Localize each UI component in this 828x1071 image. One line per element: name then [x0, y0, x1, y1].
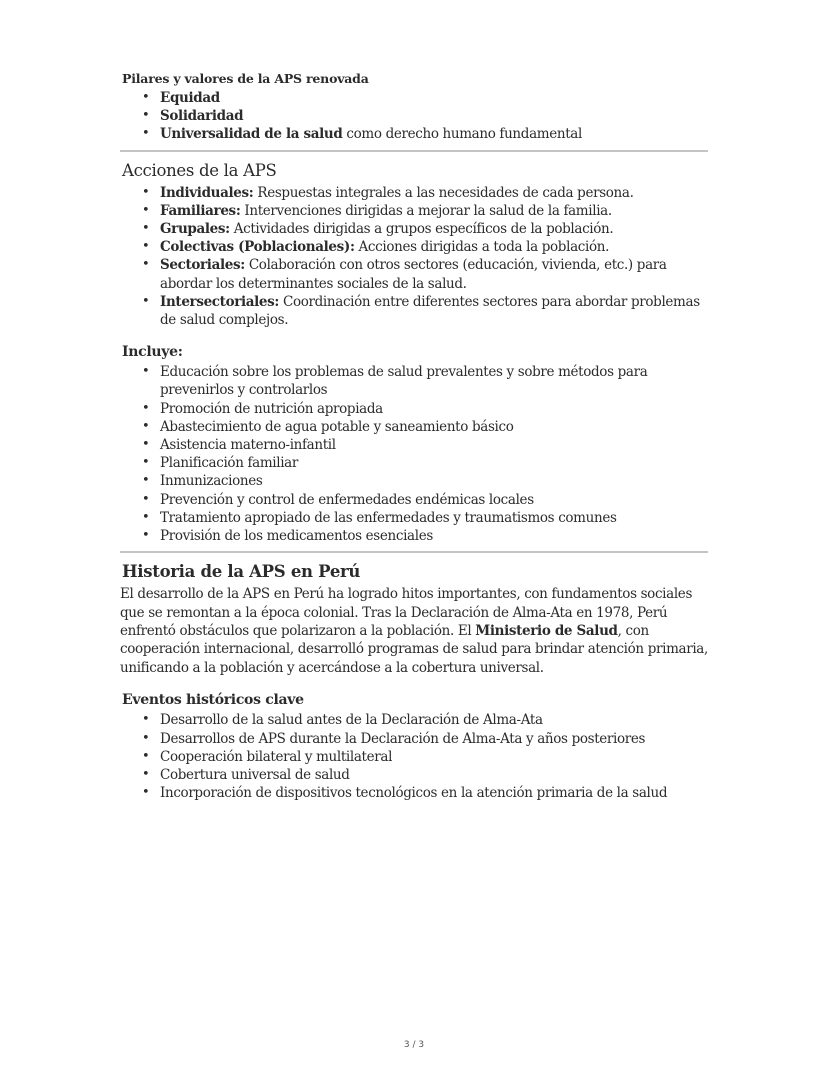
list-item: • Abastecimiento de agua potable y saneamiento básico — [142, 418, 514, 435]
bullet-icon: • — [142, 473, 150, 489]
list-item: • Intersectoriales: Coordinación entre diferentes sectores para abordar problemas de salud complejos. — [142, 293, 700, 329]
bullet-icon: • — [142, 184, 150, 200]
list-item: • Provisión de los medicamentos esenciales — [142, 528, 433, 545]
bullet-icon: • — [142, 785, 150, 801]
bullet-icon: • — [142, 364, 150, 380]
historia-paragraph: El desarrollo de la APS en Perú ha logrado hitos importantes, con fundamentos sociales que se remontan a la época colonial. Tras la Declaración de Alma-Ata en 1978, Perú enfrentó obstáculos que polarizaron a la población. El Ministerio de Salud, con cooperación internacional, desarrolló programas de salud para brindar atención primaria, unificando a la población y acercándose a la cobertura universal. — [120, 586, 708, 676]
list-item: • Colectivas (Poblacionales): Acciones dirigidas a toda la población. — [142, 239, 610, 256]
bullet-icon: • — [142, 257, 150, 273]
list-item: • Incorporación de dispositivos tecnológicos en la atención primaria de la salud — [142, 785, 668, 802]
list-item: • Universalidad de la salud como derecho humano fundamental — [142, 126, 582, 143]
bullet-icon: • — [142, 90, 150, 105]
historia-heading: Historia de la APS en Perú — [122, 562, 361, 582]
list-item: • Solidaridad — [142, 108, 244, 125]
list-item: • Prevención y control de enfermedades endémicas locales — [142, 491, 534, 508]
list-item: • Inmunizaciones — [142, 473, 263, 490]
list-item: • Sectoriales: Colaboración con otros sectores (educación, vivienda, etc.) para abordar los determinantes sociales de la salud. — [142, 257, 667, 292]
list-item: • Desarrollos de APS durante la Declaración de Alma-Ata y años posteriores — [142, 730, 646, 747]
eventos-list — [120, 711, 710, 802]
acciones-list — [120, 184, 710, 330]
bullet-icon: • — [142, 108, 150, 124]
bullet-icon: • — [142, 126, 150, 142]
incluye-section — [120, 343, 710, 545]
bullet-icon: • — [142, 239, 150, 255]
bullet-icon: • — [142, 528, 150, 544]
list-item: • Promoción de nutrición apropiada — [142, 400, 383, 417]
bullet-icon: • — [142, 418, 150, 434]
acciones-section — [120, 160, 710, 330]
bullet-icon: • — [142, 712, 150, 728]
bullet-icon: • — [142, 730, 150, 746]
historia-section — [120, 561, 710, 677]
document-page — [120, 70, 710, 802]
incluye-list — [120, 363, 710, 545]
pilares-list — [120, 89, 710, 144]
bullet-icon: • — [142, 455, 150, 471]
list-item: • Planificación familiar — [142, 455, 298, 472]
list-item: • Asistencia materno-infantil — [142, 437, 336, 454]
bullet-icon: • — [142, 491, 150, 507]
bullet-icon: • — [142, 293, 150, 309]
list-item: • Desarrollo de la salud antes de la Declaración de Alma-Ata — [142, 712, 543, 729]
list-item: • Cobertura universal de salud — [142, 766, 350, 783]
bullet-icon: • — [142, 766, 150, 782]
bullet-icon: • — [142, 748, 150, 764]
bullet-icon: • — [142, 202, 150, 218]
spacer — [120, 677, 710, 691]
section-divider — [120, 150, 708, 152]
list-item: • Familiares: Intervenciones dirigidas a mejorar la salud de la familia. — [142, 202, 612, 219]
acciones-heading: Acciones de la APS — [122, 160, 277, 180]
page-indicator: 3 / 3 — [403, 1040, 425, 1050]
section-divider — [120, 551, 708, 553]
list-item: • Individuales: Respuestas integrales a las necesidades de cada persona. — [142, 184, 634, 201]
bullet-icon: • — [142, 509, 150, 525]
list-item: • Cooperación bilateral y multilateral — [142, 748, 393, 765]
spacer — [120, 329, 710, 343]
list-item: • Grupales: Actividades dirigidas a grupos específicos de la población. — [142, 221, 614, 238]
list-item: • Equidad — [142, 90, 220, 106]
ministerio-emphasis: Ministerio de Salud — [475, 623, 618, 640]
pilares-heading: Pilares y valores de la APS renovada — [122, 71, 369, 86]
pilares-section — [120, 70, 710, 144]
incluye-heading: Incluye: — [122, 344, 183, 361]
list-item: • Educación sobre los problemas de salud prevalentes y sobre métodos para prevenirlos y controlarlos — [142, 364, 648, 399]
bullet-icon: • — [142, 221, 150, 237]
eventos-section — [120, 691, 710, 802]
eventos-heading: Eventos históricos clave — [122, 692, 304, 709]
bullet-icon: • — [142, 437, 150, 453]
bullet-icon: • — [142, 400, 150, 416]
list-item: • Tratamiento apropiado de las enfermedades y traumatismos comunes — [142, 509, 617, 526]
